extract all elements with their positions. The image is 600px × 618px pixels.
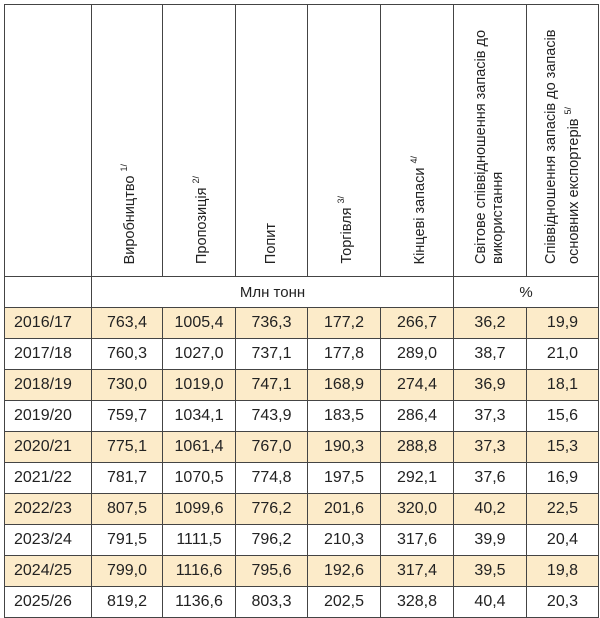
cell-world-stocks-to-use: 39,5 [454,556,527,587]
cell-supply: 1111,5 [163,525,236,556]
cell-demand: 736,3 [236,308,308,339]
table-row [5,401,599,432]
cell-production: 819,2 [92,587,163,618]
table-row [5,339,599,370]
header-ending-stocks: Кінцеві запаси $^{4/}$ [381,5,454,277]
cell-world-stocks-to-use: 36,9 [454,370,527,401]
cell-trade: 202,5 [308,587,381,618]
header-world-stocks-to-use: Світове співвідношення запасів до використання [454,5,527,277]
cell-supply: 1034,1 [163,401,236,432]
cell-year: 2023/24 [5,525,92,556]
cell-ending-stocks: 320,0 [381,494,454,525]
cell-trade: 192,6 [308,556,381,587]
cell-world-stocks-to-use: 37,3 [454,432,527,463]
header-trade: Торгівля $^{3/}$ [308,5,381,277]
cell-demand: 796,2 [236,525,308,556]
cell-world-stocks-to-use: 36,2 [454,308,527,339]
cell-supply: 1061,4 [163,432,236,463]
cell-demand: 747,1 [236,370,308,401]
units-row [5,277,599,308]
header-corner-cell [5,5,92,277]
cell-ending-stocks: 317,6 [381,525,454,556]
cell-ending-stocks: 274,4 [381,370,454,401]
cell-world-stocks-to-use: 39,9 [454,525,527,556]
cell-trade: 190,3 [308,432,381,463]
cell-year: 2025/26 [5,587,92,618]
cell-ending-stocks: 266,7 [381,308,454,339]
table-row [5,432,599,463]
cell-year: 2018/19 [5,370,92,401]
table-body [5,308,599,618]
unit-million-tonnes: Млн тонн [92,277,454,308]
cell-production: 730,0 [92,370,163,401]
table-row [5,308,599,339]
cell-production: 799,0 [92,556,163,587]
cell-year: 2020/21 [5,432,92,463]
cell-year: 2022/23 [5,494,92,525]
cell-exporters-ratio: 20,3 [527,587,599,618]
cell-world-stocks-to-use: 37,3 [454,401,527,432]
cell-exporters-ratio: 15,3 [527,432,599,463]
unit-percent: % [454,277,599,308]
cell-ending-stocks: 289,0 [381,339,454,370]
cell-world-stocks-to-use: 40,4 [454,587,527,618]
cell-demand: 774,8 [236,463,308,494]
cell-world-stocks-to-use: 38,7 [454,339,527,370]
cell-trade: 201,6 [308,494,381,525]
cell-demand: 776,2 [236,494,308,525]
cell-production: 781,7 [92,463,163,494]
cell-supply: 1116,6 [163,556,236,587]
cell-supply: 1136,6 [163,587,236,618]
cell-trade: 177,2 [308,308,381,339]
header-demand: Попит [236,5,308,277]
cell-production: 775,1 [92,432,163,463]
cell-demand: 743,9 [236,401,308,432]
cell-demand: 767,0 [236,432,308,463]
table-row [5,556,599,587]
cell-exporters-ratio: 16,9 [527,463,599,494]
cell-exporters-ratio: 20,4 [527,525,599,556]
cell-trade: 168,9 [308,370,381,401]
cell-exporters-ratio: 15,6 [527,401,599,432]
header-production: Виробництво $^{1/}$ [92,5,163,277]
cell-exporters-ratio: 19,8 [527,556,599,587]
cell-trade: 177,8 [308,339,381,370]
cell-supply: 1027,0 [163,339,236,370]
cell-ending-stocks: 292,1 [381,463,454,494]
cell-exporters-ratio: 18,1 [527,370,599,401]
cell-exporters-ratio: 21,0 [527,339,599,370]
table-row [5,587,599,618]
cell-ending-stocks: 288,8 [381,432,454,463]
cell-year: 2021/22 [5,463,92,494]
cell-trade: 210,3 [308,525,381,556]
cell-ending-stocks: 286,4 [381,401,454,432]
cell-world-stocks-to-use: 37,6 [454,463,527,494]
cell-production: 760,3 [92,339,163,370]
cell-supply: 1099,6 [163,494,236,525]
cell-production: 807,5 [92,494,163,525]
cell-year: 2017/18 [5,339,92,370]
cell-supply: 1019,0 [163,370,236,401]
cell-exporters-ratio: 22,5 [527,494,599,525]
cell-world-stocks-to-use: 40,2 [454,494,527,525]
grain-balance-table [4,4,599,618]
header-row [5,5,599,277]
header-supply: Пропозиція $^{2/}$ [163,5,236,277]
header-exporters-stocks-ratio: Співвідношення запасів до запасів основних експортерів $^{5/}$ [527,5,599,277]
cell-trade: 183,5 [308,401,381,432]
cell-ending-stocks: 328,8 [381,587,454,618]
cell-exporters-ratio: 19,9 [527,308,599,339]
cell-year: 2016/17 [5,308,92,339]
cell-demand: 737,1 [236,339,308,370]
cell-supply: 1005,4 [163,308,236,339]
table-row [5,463,599,494]
cell-supply: 1070,5 [163,463,236,494]
cell-production: 763,4 [92,308,163,339]
cell-production: 791,5 [92,525,163,556]
cell-trade: 197,5 [308,463,381,494]
units-blank-cell [5,277,92,308]
cell-year: 2024/25 [5,556,92,587]
table-row [5,370,599,401]
cell-ending-stocks: 317,4 [381,556,454,587]
cell-year: 2019/20 [5,401,92,432]
table-row [5,525,599,556]
cell-demand: 803,3 [236,587,308,618]
cell-demand: 795,6 [236,556,308,587]
table-row [5,494,599,525]
cell-production: 759,7 [92,401,163,432]
